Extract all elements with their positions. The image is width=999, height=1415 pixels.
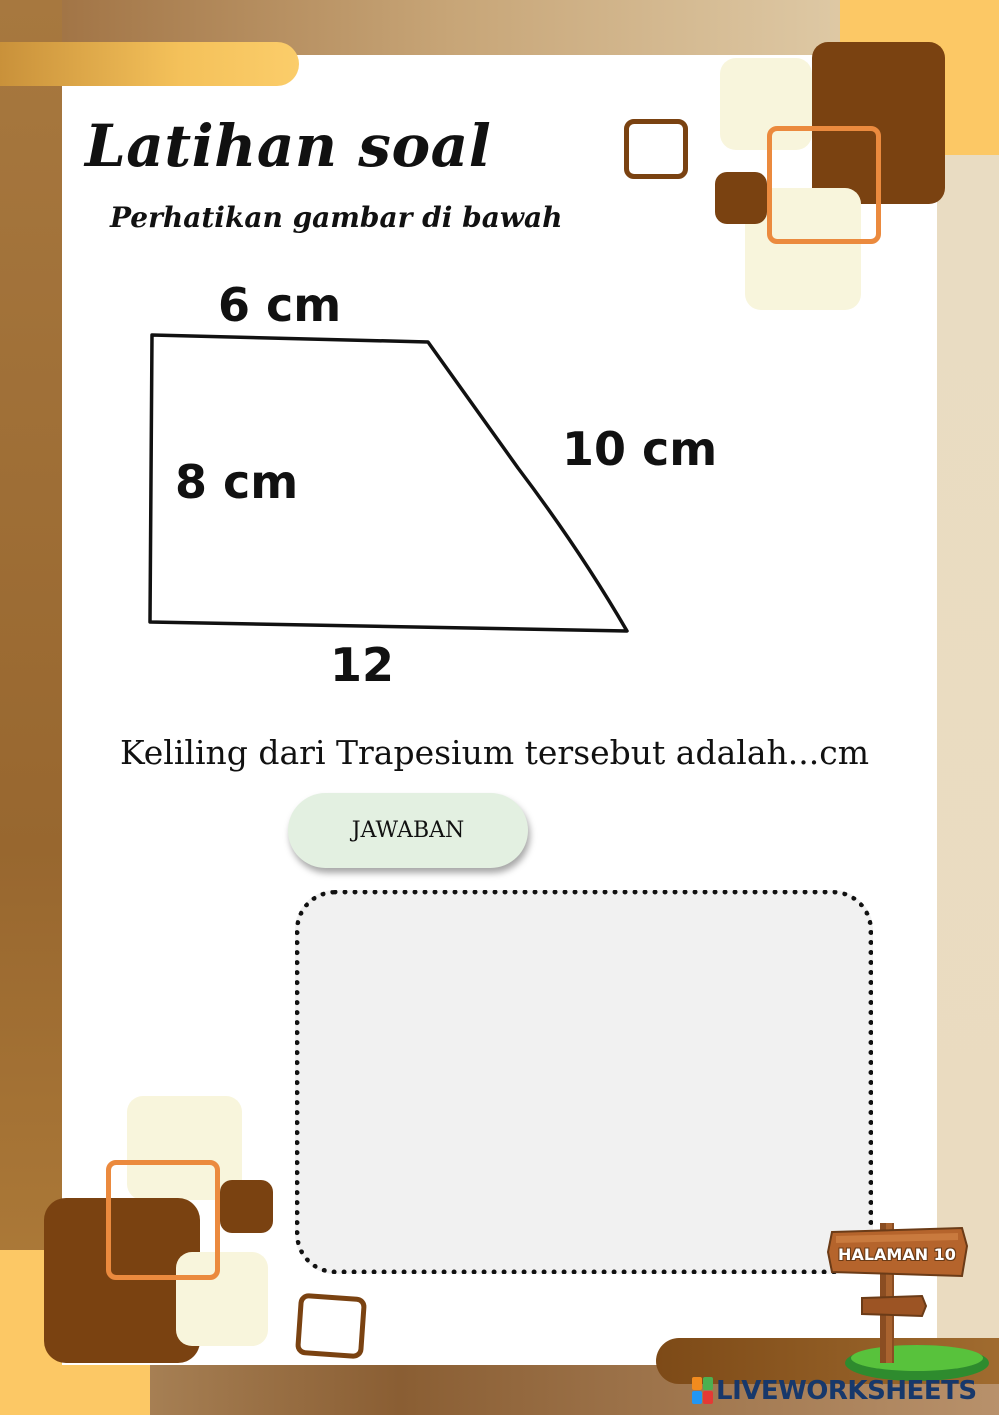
deco-square-outline-brown — [624, 119, 688, 179]
trapezoid-bottom-side-label: 12 — [330, 638, 395, 692]
trapezoid-height-label: 8 cm — [175, 455, 299, 509]
answer-button[interactable]: JAWABAN — [288, 793, 528, 868]
watermark — [692, 1374, 977, 1408]
liveworksheets-logo-icon — [692, 1377, 714, 1405]
deco-square-brown-small — [220, 1180, 273, 1233]
watermark-text: LIVEWORKSHEETS — [716, 1376, 977, 1406]
page-subtitle: Perhatikan gambar di bawah — [110, 201, 563, 234]
answer-input[interactable] — [295, 890, 873, 1274]
trapezoid-top-side-label: 6 cm — [218, 278, 342, 332]
frame-right-border — [937, 0, 999, 1415]
question-text: Keliling dari Trapesium tersebut adalah...cm — [120, 733, 869, 772]
page-title: Latihan soal — [85, 112, 492, 180]
deco-square-brown-small — [715, 172, 767, 224]
signpost-icon — [822, 1218, 992, 1383]
page-number-sign: HALAMAN 10 — [838, 1245, 956, 1264]
deco-square-outline-brown — [295, 1293, 367, 1360]
top-accent-stripe — [0, 42, 299, 86]
trapezoid-slant-side-label: 10 cm — [562, 422, 718, 476]
deco-square-outline-orange — [767, 126, 881, 244]
deco-square-outline-orange — [106, 1160, 220, 1280]
